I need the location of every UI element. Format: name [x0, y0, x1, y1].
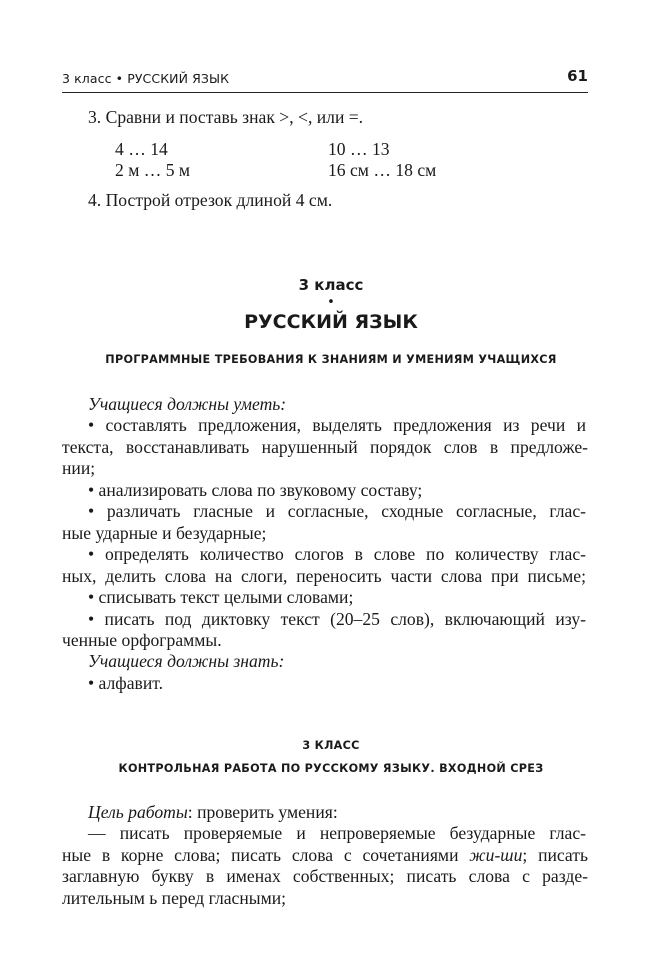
comparison-2b: 16 см … 18 см [328, 160, 437, 180]
section-subject: РУССКИЙ ЯЗЫК [244, 311, 418, 333]
goal-line: Цель работы: проверить умения: [88, 802, 338, 822]
skill-line-11: ченные орфограммы. [62, 630, 222, 650]
test-line-2: ные в корне слова; писать слова с сочетаниями жи-ши; писать [62, 845, 588, 865]
skill-line-9: • списывать текст целыми словами; [88, 587, 354, 607]
skill-line-6: ные ударные и безударные; [62, 523, 267, 543]
skill-line-2: текста, восстанавливать нарушенный порядок слов в предложе- [62, 437, 588, 457]
test-line-4: лительным ь перед гласными; [62, 888, 287, 908]
knowledge-item: • алфавит. [88, 673, 163, 693]
comparison-1a: 4 … 14 [115, 139, 168, 159]
test-grade: 3 КЛАСС [302, 739, 360, 752]
skill-line-7: • определять количество слогов в слове по количеству глас- [88, 544, 586, 564]
skill-line-10: • писать под диктовку текст (20–25 слов), включающий изу- [88, 609, 586, 629]
skill-line-8: ных, делить слова на слоги, переносить части слова при письме; [62, 566, 586, 586]
page-number: 61 [567, 67, 588, 85]
task-3: 3. Сравни и поставь знак >, <, или =. [88, 107, 364, 127]
skill-line-5: • различать гласные и согласные, сходные согласные, глас- [88, 501, 586, 521]
requirements-title: ПРОГРАММНЫЕ ТРЕБОВАНИЯ К ЗНАНИЯМ И УМЕНИЯМ УЧАЩИХСЯ [105, 353, 557, 366]
section-bullet: • [327, 295, 335, 310]
section-grade: 3 класс [298, 276, 364, 294]
test-title: КОНТРОЛЬНАЯ РАБОТА ПО РУССКОМУ ЯЗЫКУ. ВХОДНОЙ СРЕЗ [118, 762, 544, 775]
comparison-1b: 10 … 13 [328, 139, 390, 159]
comparison-2a: 2 м … 5 м [115, 160, 191, 180]
header-rule [62, 92, 588, 93]
test-line-3: заглавную букву в именах собственных; писать слова с разде- [62, 866, 588, 886]
task-4: 4. Построй отрезок длиной 4 см. [88, 190, 333, 210]
must-be-able-label: Учащиеся должны уметь: [88, 394, 287, 414]
skill-line-3: нии; [62, 458, 96, 478]
skill-line-1: • составлять предложения, выделять предложения из речи и [88, 415, 586, 435]
must-know-label: Учащиеся должны знать: [88, 651, 285, 671]
test-line-1: — писать проверяемые и непроверяемые безударные глас- [88, 823, 586, 843]
skill-line-4: • анализировать слова по звуковому составу; [88, 480, 423, 500]
running-title: 3 класс • РУССКИЙ ЯЗЫК [62, 71, 230, 86]
